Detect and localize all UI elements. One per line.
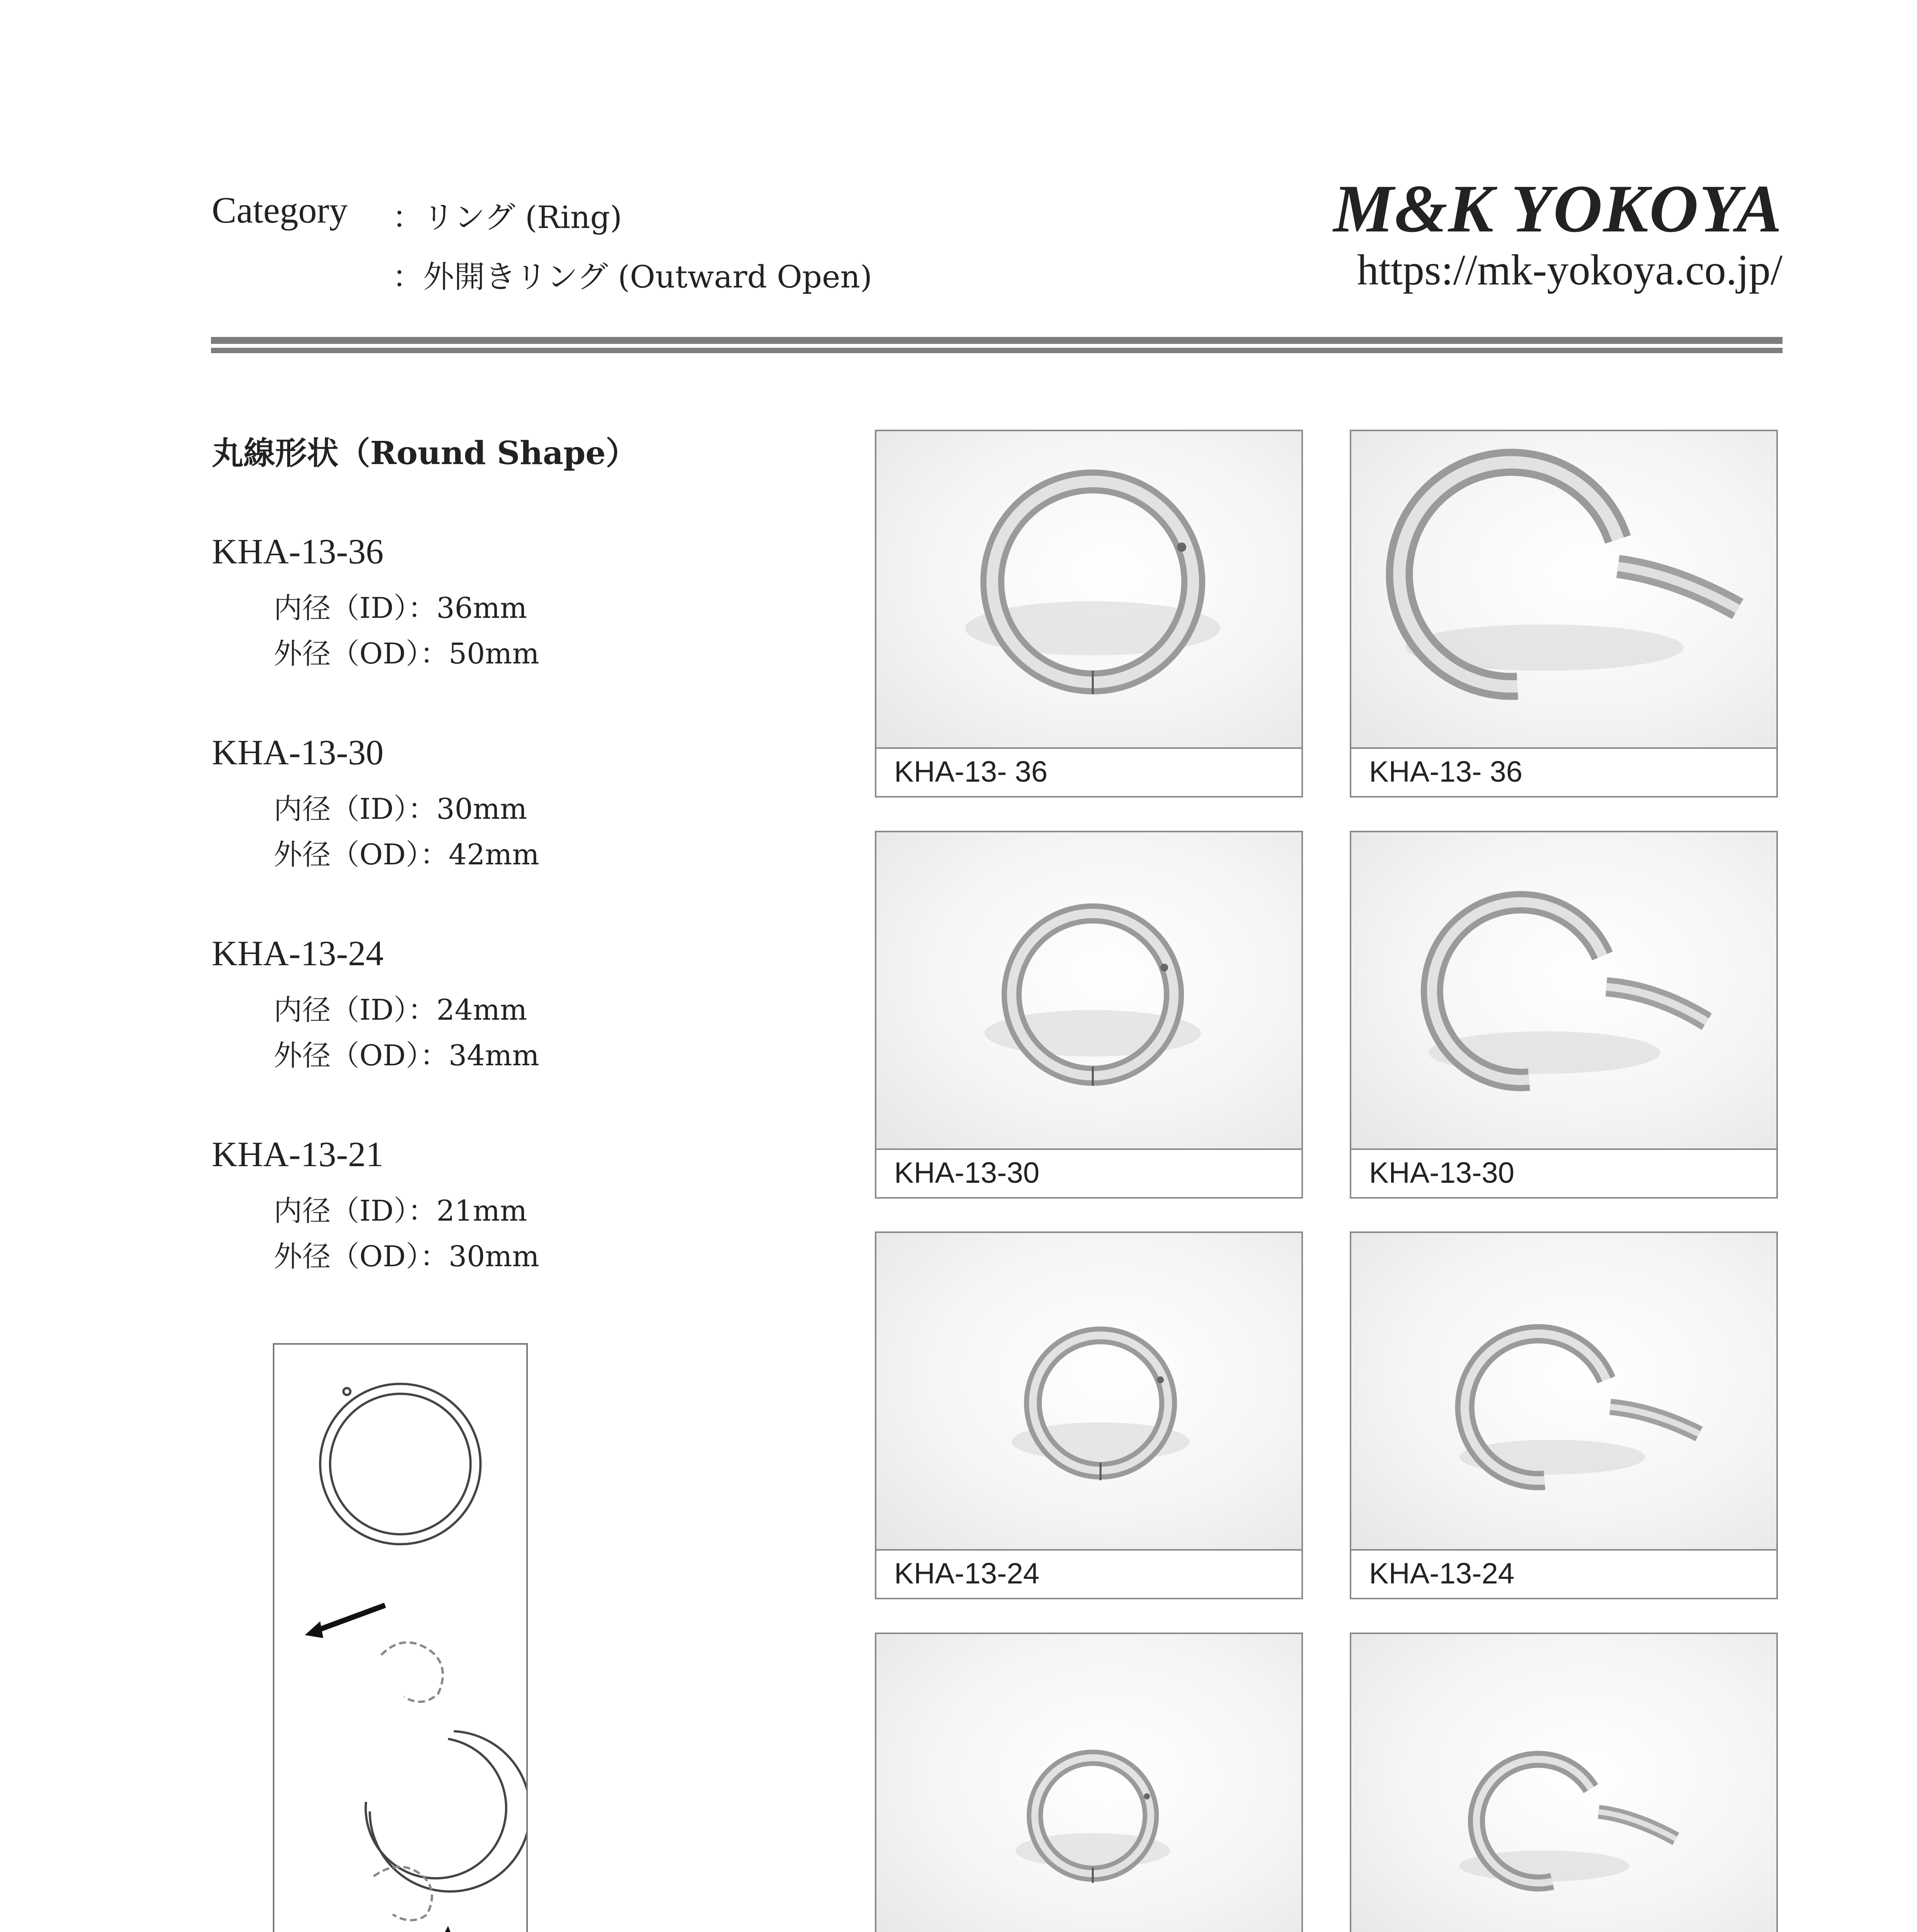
header-rule-bottom: [211, 348, 1783, 353]
outer-diameter: 外径（OD）：50mm: [274, 637, 539, 670]
spec-item: [212, 530, 539, 679]
inner-diameter: 内径（ID）：21mm: [274, 1194, 527, 1228]
product-photo-closed: [876, 832, 1301, 1150]
category-outward-open: ：外開きリング (Outward Open): [392, 259, 873, 295]
product-photo-closed: [876, 431, 1301, 749]
product-card-open: [1350, 831, 1778, 1199]
product-card-closed: [875, 430, 1303, 798]
product-caption: KHA-13-30: [894, 1156, 1039, 1189]
product-caption: KHA-13-30: [1369, 1156, 1514, 1189]
product-card-closed: [875, 831, 1303, 1199]
product-caption: KHA-13- 36: [1369, 755, 1523, 788]
product-photo-closed: [876, 1233, 1301, 1551]
usage-diagram-illustration: [274, 1345, 526, 1932]
product-caption: KHA-13-24: [1369, 1557, 1514, 1590]
product-photo-open: [1351, 1233, 1776, 1551]
item-code: KHA-13-21: [212, 1134, 384, 1174]
category-label: Category: [212, 189, 348, 231]
spec-item: [212, 1133, 539, 1282]
outer-diameter: 外径（OD）：42mm: [274, 838, 539, 871]
product-card-open: [1350, 430, 1778, 798]
spec-item: [212, 932, 539, 1081]
outer-diameter: 外径（OD）：30mm: [274, 1240, 539, 1273]
spec-item: [212, 731, 539, 880]
product-card-closed: [875, 1633, 1303, 1932]
usage-diagram: [273, 1343, 528, 1932]
item-code: KHA-13-24: [212, 934, 384, 973]
product-photo-closed: [876, 1634, 1301, 1932]
brand-logo: M&K YOKOYA: [1333, 171, 1783, 247]
category-ring: ：リング (Ring): [392, 199, 622, 235]
header-rule-top: [211, 337, 1783, 344]
product-card-open: [1350, 1633, 1778, 1932]
inner-diameter: 内径（ID）：24mm: [274, 993, 527, 1027]
product-photo-open: [1351, 431, 1776, 749]
product-card-closed: [875, 1231, 1303, 1599]
item-code: KHA-13-36: [212, 532, 384, 571]
shape-title: 丸線形状（Round Shape）: [212, 435, 638, 472]
product-card-open: [1350, 1231, 1778, 1599]
inner-diameter: 内径（ID）：30mm: [274, 793, 527, 826]
outer-diameter: 外径（OD）：34mm: [274, 1039, 539, 1072]
product-photo-open: [1351, 832, 1776, 1150]
inner-diameter: 内径（ID）：36mm: [274, 592, 527, 625]
product-caption: KHA-13-24: [894, 1557, 1039, 1590]
product-caption: KHA-13- 36: [894, 755, 1048, 788]
item-code: KHA-13-30: [212, 733, 384, 772]
website-url[interactable]: https://mk-yokoya.co.jp/: [1357, 246, 1783, 294]
product-photo-open: [1351, 1634, 1776, 1932]
